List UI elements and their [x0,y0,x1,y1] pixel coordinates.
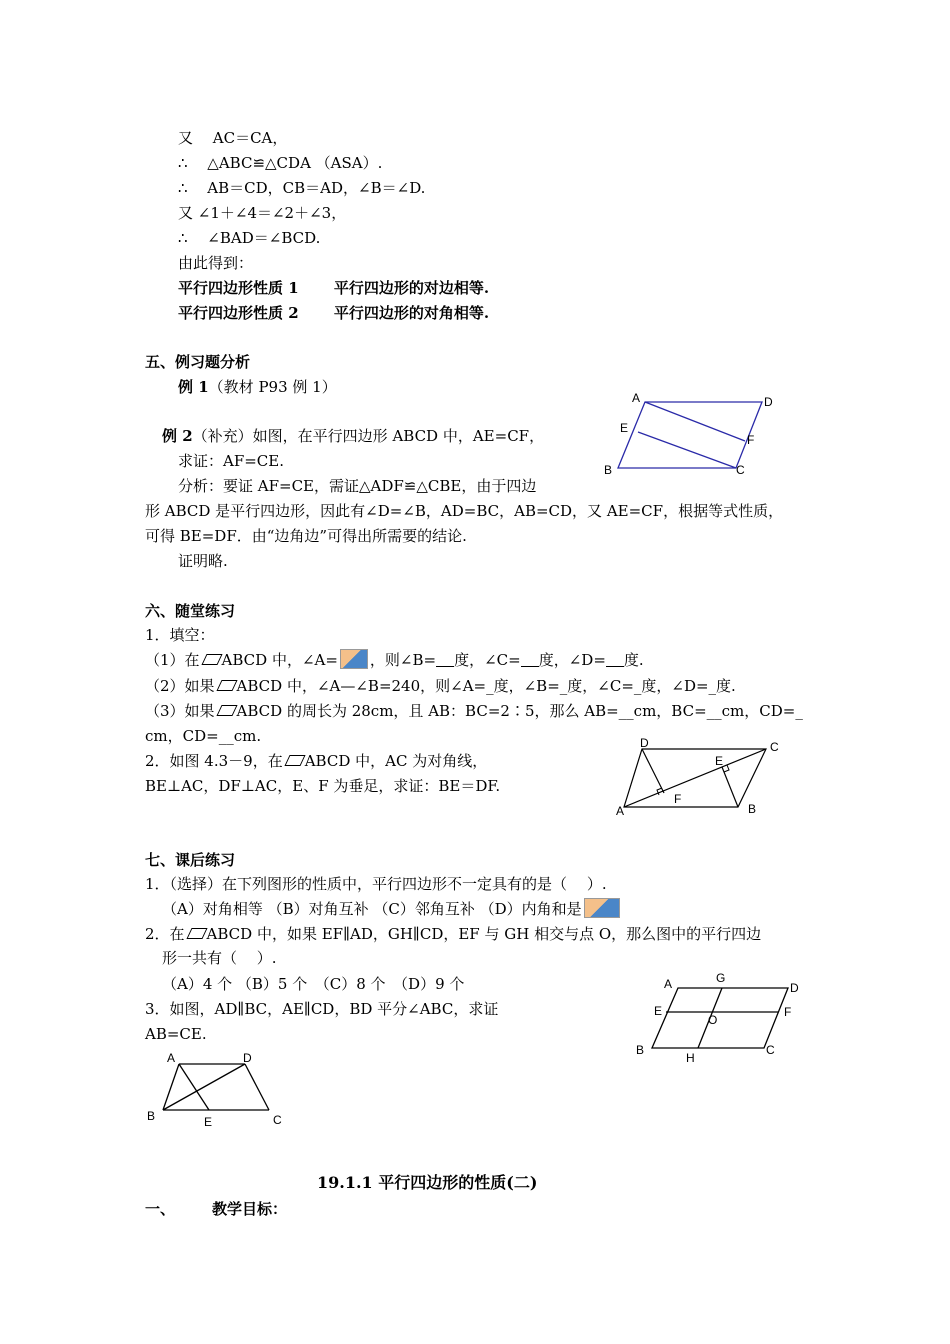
label-b: B [748,802,757,816]
label-e: E [654,1004,663,1018]
parallelogram-symbol-icon [201,654,222,665]
practice-q1b [145,676,736,696]
trapezoid-figure [143,1050,293,1130]
practice-q1c-cont: cm，CD=__cm. [145,727,262,745]
teaching-goal-heading: 教学目标： [212,1200,288,1218]
parallelogram-symbol-icon [216,705,237,716]
parallelogram-symbol-icon [186,928,207,939]
section-5-title: 五、例习题分析 [145,353,251,371]
label-c: C [736,463,745,477]
proof-line-1: 又 AC＝CA， [178,129,288,147]
example-2-label: 例 2 [162,427,193,445]
homework-q2-line2: 形一共有（ ）. [162,949,277,967]
label-d: D [243,1051,252,1065]
diagonal-ac [624,749,766,807]
blank [521,652,539,667]
analysis-line-2: 形 ABCD 是平行四边形，因此有∠D=∠B，AD=BC，AB=CD，又 AE=CF，根据等式性质， [145,502,784,520]
q1b-prefix: （2）如果 [145,677,215,695]
q2-text: ABCD 中，如果 EF∥AD，GH∥CD，EF 与 GH 相交与点 O，那么图中的平行四边 [206,925,762,943]
parallelogram-abcd [652,988,788,1048]
label-d: D [790,981,799,995]
q1c-text: ABCD 的周长为 28cm，且 AB：BC=2∶5，那么 AB=__cm，BC=__cm，CD=_ [236,702,803,720]
practice-q2-line2: BE⊥AC，DF⊥AC，E、F 为垂足，求证：BE＝DF. [145,777,501,795]
q2-prefix: 2．在 [145,925,185,943]
label-c: C [770,740,779,754]
property-1: 平行四边形性质 1 平行四边形的对边相等. [178,279,490,297]
homework-q2 [145,924,761,944]
segment-af [645,402,745,441]
homework-q3: 3．如图，AD∥BC，AE∥CD，BD 平分∠ABC，求证 [145,1000,499,1018]
label-o: O [708,1013,718,1027]
homework-q1: 1．（选择）在下列图形的性质中，平行四边形不一定具有的是（ ）. [145,875,607,893]
q1a-angle-b: ，则∠B= [369,651,437,669]
q1a-text: ABCD 中，∠A= [221,651,338,669]
q1c-prefix: （3）如果 [145,702,215,720]
section-7-title: 七、课后练习 [145,851,236,869]
proof-line-3: ∴ AB＝CD，CB＝AD，∠B＝∠D. [178,179,426,197]
label-a: A [616,804,625,818]
analysis-line-1: 分析：要证 AF=CE，需证△ADF≌△CBE，由于四边 [178,477,537,495]
segment-dc [245,1064,269,1110]
example-1 [178,377,337,397]
example-2-figure [598,386,788,478]
label-d: D [764,395,773,409]
homework-q2-options: （A）4 个 （B）5 个 （C）8 个 （D）9 个 [162,975,465,993]
q1a-angle-d: 度，∠D= [538,651,606,669]
q2-text: ABCD 中，AC 为对角线， [304,752,488,770]
analysis-line-3: 可得 BE=DF．由“边角边”可得出所需要的结论. [145,527,467,545]
segment-ec [638,432,736,468]
segment-be [722,767,738,807]
next-section-title: 19.1.1 平行四边形的性质(二) [317,1173,538,1192]
example-2-text: （补充）如图，在平行四边形 ABCD 中，AE=CF， [192,427,545,445]
proof-line-4: 又 ∠1＋∠4＝∠2＋∠3， [178,204,347,222]
label-f: F [747,433,755,447]
grid-parallelogram-figure [630,968,810,1064]
label-f: F [784,1005,792,1019]
label-d: D [640,736,649,750]
parallelogram-symbol-icon [216,680,237,691]
blank [436,652,454,667]
q2-prefix: 2．如图 4.3－9，在 [145,752,283,770]
proof-line-6: 由此得到： [178,254,254,272]
proof-line-2: ∴ △ABC≌△CDA （ASA）. [178,154,383,172]
practice-q1a [145,649,644,670]
teaching-goal-number: 一、 [145,1200,176,1218]
q1a-prefix: （1）在 [145,651,200,669]
label-b: B [636,1043,645,1057]
property-2: 平行四边形性质 2 平行四边形的对角相等. [178,304,490,322]
label-e: E [204,1115,213,1129]
q1a-end: 度. [623,651,644,669]
parallelogram-abcd [618,402,762,468]
example-1-text: （教材 P93 例 1） [208,378,337,396]
homework-q1-options [162,898,622,919]
label-e: E [620,421,629,435]
example-1-label: 例 1 [178,378,209,396]
example-2 [162,426,544,446]
q1-options-text: （A）对角相等 （B）对角互补 （C）邻角互补 （D）内角和是 [162,900,582,918]
label-h: H [686,1051,695,1064]
proof-omitted: 证明略. [178,552,228,570]
broken-image-icon [340,649,368,669]
example-2-prove: 求证：AF=CE. [178,452,285,470]
label-g: G [716,971,726,985]
label-a: A [664,977,673,991]
label-c: C [273,1113,282,1127]
q1a-angle-c: 度，∠C= [454,651,521,669]
segment-df [642,749,664,793]
homework-q3-line2: AB=CE. [145,1025,207,1043]
proof-line-5: ∴ ∠BAD＝∠BCD. [178,229,321,247]
blank [606,652,624,667]
section-6-title: 六、随堂练习 [145,602,236,620]
practice-q2 [145,751,487,771]
q1b-text: ABCD 中，∠A—∠B=240，则∠A=_度，∠B=_度，∠C=_度，∠D=_度. [236,677,736,695]
label-a: A [167,1051,176,1065]
label-b: B [604,463,613,477]
label-a: A [632,391,641,405]
practice-q1: 1．填空： [145,626,215,644]
label-e: E [715,754,724,768]
parallelogram-symbol-icon [284,755,305,766]
label-c: C [766,1043,775,1057]
label-b: B [147,1109,156,1123]
practice-q1c [145,701,803,721]
label-f: F [674,792,682,806]
figure-4-3-9 [612,735,792,819]
broken-image-icon [584,898,620,918]
